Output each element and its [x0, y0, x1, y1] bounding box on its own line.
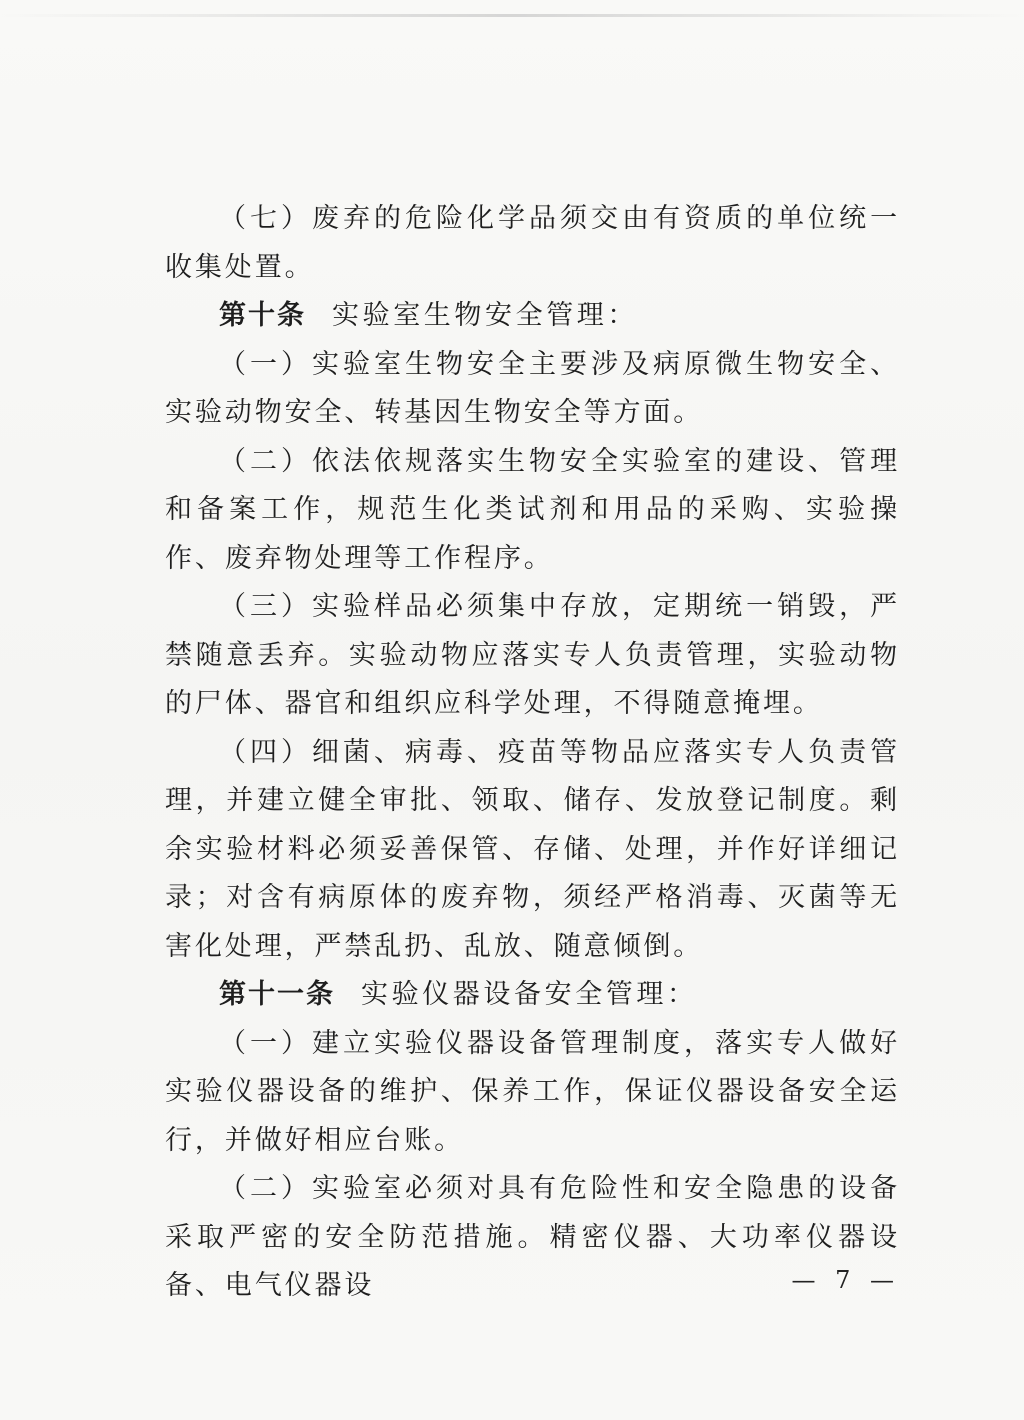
article-10-clause-4: （四）细菌、病毒、疫苗等物品应落实专人负责管理，并建立健全审批、领取、储存、发放登记制度。剩余实验材料必须妥善保管、存储、处理，并作好详细记录；对含有病原体的废弃物，须经严格消毒、灭菌等无害化处理，严禁乱扔、乱放、随意倾倒。	[165, 736, 900, 962]
article-heading: 第十条	[219, 300, 306, 331]
page-number: — 7 —	[791, 1266, 900, 1294]
article-11-title: 第十一条 实验仪器设备安全管理：	[219, 979, 698, 1010]
document-body	[165, 195, 900, 1311]
article-heading: 第十一条	[219, 979, 335, 1010]
article-10-clause-2: （二）依法依规落实生物安全实验室的建设、管理和备案工作，规范生化类试剂和用品的采购、实验操作、废弃物处理等工作程序。	[165, 445, 900, 574]
article-11-clause-2: （二）实验室必须对具有危险性和安全隐患的设备采取严密的安全防范措施。精密仪器、大功率仪器设备、电气仪器设	[165, 1173, 900, 1301]
scan-edge	[0, 14, 1024, 17]
article-10-clause-3: （三）实验样品必须集中存放，定期统一销毁，严禁随意丢弃。实验动物应落实专人负责管理，实验动物的尸体、器官和组织应科学处理，不得随意掩埋。	[165, 591, 900, 719]
article-10-clause-1: （一）实验室生物安全主要涉及病原微生物安全、实验动物安全、转基因生物安全等方面。	[165, 348, 900, 428]
article-11-clause-1: （一）建立实验仪器设备管理制度，落实专人做好实验仪器设备的维护、保养工作，保证仪器设备安全运行，并做好相应台账。	[165, 1027, 900, 1156]
paragraph-7-clause: （七）废弃的危险化学品须交由有资质的单位统一收集处置。	[165, 203, 900, 283]
article-10-title: 第十条 实验室生物安全管理：	[219, 300, 638, 331]
